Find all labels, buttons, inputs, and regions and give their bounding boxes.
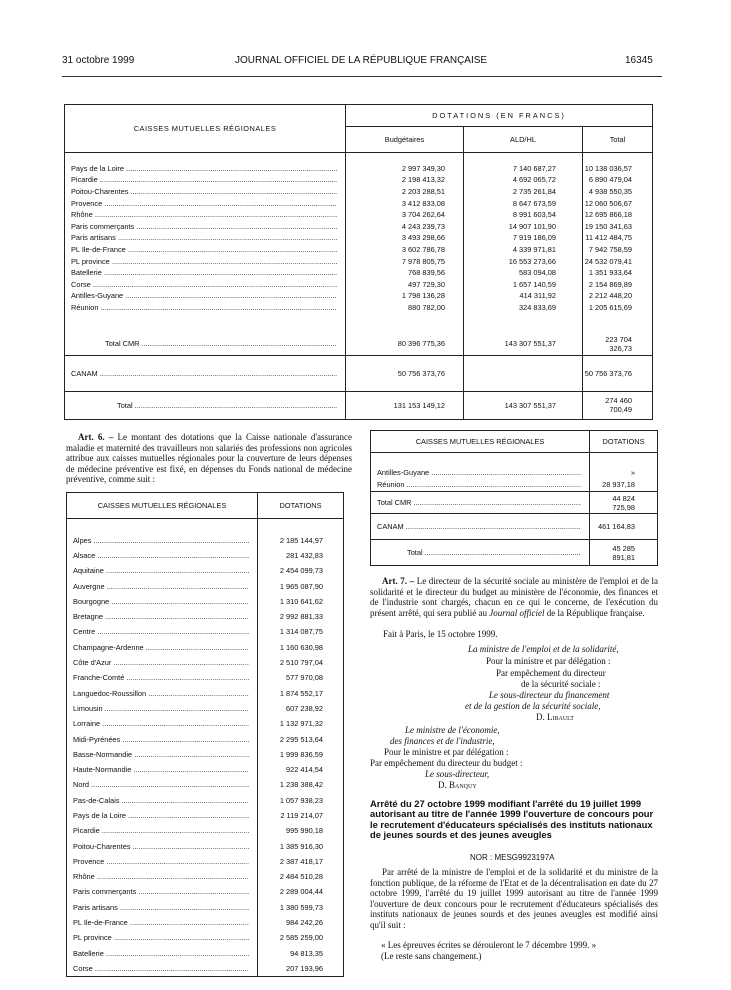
table2-label-text: Midi-Pyrénées ..... (73, 735, 249, 744)
header-date: 31 octobre 1999 (62, 55, 135, 66)
table2-row (67, 808, 344, 823)
table2-row (67, 777, 344, 792)
table1-ald: 143 307 551,37 (464, 391, 583, 419)
table2-label-text: Picardie ..... (73, 826, 249, 835)
table2-label (67, 854, 258, 869)
table1-col-label: CAISSES MUTUELLES RÉGIONALES (65, 105, 346, 153)
table2-label-text: Bretagne ..... (73, 612, 249, 621)
table3-label (371, 478, 590, 492)
table1-row (65, 220, 653, 232)
table1-label (65, 186, 346, 198)
table3-value: » (630, 467, 635, 477)
table3-row (371, 478, 658, 492)
table2-value: 922 414,54 (286, 765, 323, 775)
signature-minister2b: des finances et de l'industrie, (390, 736, 495, 746)
table2-value: 2 295 513,64 (279, 734, 323, 744)
table1-ald: 324 833,69 (464, 302, 583, 314)
table1-label (65, 333, 346, 355)
table1-budgetaires: 3 704 262,64 (346, 209, 464, 221)
table3-value: 461 164,83 (598, 522, 635, 531)
table1-budgetaires: 7 978 805,75 (346, 255, 464, 267)
table2-label (67, 563, 258, 578)
table2-label-text: PL Ile-de-France ..... (73, 918, 249, 927)
table2-label (67, 946, 258, 961)
table2-value: 207 193,96 (286, 963, 323, 973)
table2-row (67, 716, 344, 731)
table2-row (67, 869, 344, 884)
table3-label-text: Total ..... (407, 548, 581, 557)
table1-label-text: Corse ..... (71, 280, 337, 289)
table2-label-text: Lorraine ..... (73, 719, 249, 728)
table1-label-text: PL province ..... (71, 257, 337, 266)
table2-row (67, 548, 344, 563)
table1-label-text: PL Ile-de-France ..... (71, 245, 337, 254)
table2-value: 1 057 938,23 (279, 795, 323, 805)
table2-row (67, 731, 344, 746)
table1-label (65, 197, 346, 209)
table2-value: 2 185 144,97 (279, 535, 323, 545)
table3-col-caisses: CAISSES MUTUELLES RÉGIONALES (371, 431, 590, 453)
table2-label (67, 578, 258, 593)
table2-value: 281 432,83 (286, 550, 323, 560)
table2-row (67, 640, 344, 655)
table1-budgetaires: 2 997 349,30 (346, 163, 464, 175)
table2-label (67, 670, 258, 685)
signature-sous1a: Le sous-directeur du financement (489, 690, 610, 700)
table2-row (67, 609, 344, 624)
signature-name1: D. Libault (536, 712, 574, 722)
table2-value: 2 454 099,73 (279, 566, 323, 576)
table1-spacer (65, 153, 653, 163)
table2-spacer-cell (258, 519, 344, 533)
table2-value: 1 999 836,59 (279, 749, 323, 759)
table1-budgetaires: 3 493 298,66 (346, 232, 464, 244)
dotations-table-right (370, 430, 658, 566)
table2-label-text: Paris commerçants ..... (73, 887, 249, 896)
table2-label-text: Paris artisans ..... (73, 903, 249, 912)
table3-value: 28 937,18 (602, 479, 635, 489)
table1-label-text: Total ..... (117, 401, 337, 410)
article-7-journal: Journal officiel (489, 607, 545, 618)
table1-total: 1 351 933,64 (588, 268, 632, 278)
table1-label (65, 391, 346, 419)
table2-value: 2 484 510,28 (279, 872, 323, 882)
table1-total: 11 412 484,75 (585, 233, 632, 243)
table2-label-text: PL province ..... (73, 933, 249, 942)
table2-label (67, 930, 258, 945)
signature-minister1: La ministre de l'emploi et de la solidarité, (468, 644, 619, 654)
table1-total: 50 756 373,76 (584, 368, 632, 378)
table1-budgetaires: 80 396 775,36 (346, 333, 464, 355)
article-7-text: Le directeur de la sécurité sociale au ministère de l'emploi et de la solidarité et le directeur du budget au ministère de l'économie, des finances et de l'industrie sont chargés, chacun en ce qui le concerne, de l'exécution du présent arrêté, qui sera publié au (370, 576, 659, 618)
table1-spacer-cell (583, 313, 653, 333)
dotations-table-left (66, 492, 344, 977)
table1-ald: 8 647 673,59 (464, 197, 583, 209)
signature-sous1b: et de la gestion de la sécurité sociale, (465, 701, 601, 711)
table1-label (65, 290, 346, 302)
table1-label-text: Paris artisans ..... (71, 233, 337, 242)
article-6 (66, 432, 352, 485)
table1-label (65, 302, 346, 314)
table2-col-dotations: DOTATIONS (279, 501, 322, 510)
dotations-table-main (64, 104, 653, 420)
table1-label-text: Réunion ..... (71, 303, 337, 312)
article-7-text-end: de la République française. (546, 607, 645, 618)
table2-label (67, 900, 258, 915)
table2-label-text: Pays de la Loire ..... (73, 811, 249, 820)
table2-label-text: Languedoc-Roussillon ..... (73, 689, 249, 698)
table1-budgetaires: 2 203 288,51 (346, 186, 464, 198)
arrete-nor: NOR : MESG9923197A (470, 853, 555, 862)
table1-spacer-cell (65, 313, 346, 333)
table2-row (67, 900, 344, 915)
table2-label (67, 716, 258, 731)
table2-value: 1 160 630,98 (279, 642, 323, 652)
table1-spacer-cell (464, 313, 583, 333)
table1-label-text: Pays de la Loire ..... (71, 164, 337, 173)
table1-ald: 414 311,92 (464, 290, 583, 302)
table1-spacer-cell (65, 153, 346, 163)
table3-col-dotations: DOTATIONS (602, 437, 645, 446)
table2-label-text: Alpes ..... (73, 536, 249, 545)
table1-row (65, 278, 653, 290)
table2-label (67, 823, 258, 838)
table2-row (67, 685, 344, 700)
article-6-lead: Art. 6. – (78, 432, 114, 442)
table1-label (65, 278, 346, 290)
table1-label (65, 244, 346, 256)
table2-label (67, 685, 258, 700)
table2-spacer-cell (67, 519, 258, 533)
table2-label-text: Corse ..... (73, 964, 249, 973)
table2-row (67, 624, 344, 639)
signature-emp2: Par empêchement du directeur du budget : (370, 758, 523, 768)
table2-value: 1 965 087,90 (279, 581, 323, 591)
table3-value: 45 285 891,81 (612, 543, 635, 562)
table1-total: 2 212 448,20 (588, 291, 632, 301)
arrete-rest: (Le reste sans changement.) (381, 951, 482, 961)
table2-label (67, 808, 258, 823)
signature-pour1: Pour la ministre et par délégation : (486, 656, 611, 666)
table1-label-text: Batellerie ..... (71, 268, 337, 277)
table3-spacer-cell (371, 453, 590, 467)
table2-label (67, 655, 258, 670)
table1-row (65, 255, 653, 267)
table2-value: 2 510 797,04 (279, 658, 323, 668)
table2-label-text: Haute-Normandie ..... (73, 765, 249, 774)
table1-total: 7 942 758,59 (588, 244, 632, 254)
table2-label-text: Centre ..... (73, 627, 249, 636)
table2-label (67, 884, 258, 899)
table2-label (67, 961, 258, 976)
table2-label (67, 533, 258, 548)
table3-label-text: Réunion ..... (377, 480, 581, 489)
table2-label (67, 731, 258, 746)
table2-label (67, 915, 258, 930)
arrete-quote: « Les épreuves écrites se dérouleront le 7 décembre 1999. » (381, 940, 597, 950)
table1-label (65, 209, 346, 221)
table2-label (67, 640, 258, 655)
table2-row (67, 884, 344, 899)
table1-total: 12 060 506,67 (584, 198, 632, 208)
table2-row (67, 655, 344, 670)
header-journal-title: JOURNAL OFFICIEL DE LA RÉPUBLIQUE FRANÇAISE (235, 55, 488, 66)
table1-ald: 16 553 273,66 (464, 255, 583, 267)
table2-value: 94 813,35 (290, 948, 323, 958)
signature-minister2a: Le ministre de l'économie, (405, 725, 500, 735)
table1-label-text: Provence ..... (71, 199, 337, 208)
table1-total: 24 532 079,41 (584, 256, 632, 266)
table1-total: 6 890 479,04 (588, 175, 632, 185)
table1-label (65, 267, 346, 279)
table1-col-total: Total (609, 135, 626, 144)
table1-ald: 7 140 687,27 (464, 163, 583, 175)
table2-row (67, 915, 344, 930)
table2-value: 1 314 087,75 (279, 627, 323, 637)
table1-row (65, 232, 653, 244)
table1-label-text: CANAM ..... (71, 369, 337, 378)
table2-row (67, 747, 344, 762)
table1-spacer-cell (464, 153, 583, 163)
table1-row (65, 209, 653, 221)
table1-ald: 1 657 140,59 (464, 278, 583, 290)
table3-label (371, 540, 590, 566)
table2-value: 1 380 599,73 (279, 902, 323, 912)
table2-row (67, 930, 344, 945)
table1-label-text: Picardie ..... (71, 175, 337, 184)
table2-row (67, 533, 344, 548)
table2-col-caisses: CAISSES MUTUELLES RÉGIONALES (67, 493, 258, 519)
table3-row (371, 492, 658, 514)
table2-value: 2 119 214,07 (280, 810, 323, 820)
table1-row (65, 163, 653, 175)
table1-row (65, 355, 653, 391)
table3-row (371, 540, 658, 566)
table1-label (65, 220, 346, 232)
table1-total: 2 154 869,89 (588, 279, 632, 289)
table1-budgetaires: 3 602 786,78 (346, 244, 464, 256)
table1-row (65, 391, 653, 419)
table1-budgetaires: 4 243 239,73 (346, 220, 464, 232)
table1-row (65, 197, 653, 209)
table1-col-ald: ALD/HL (464, 127, 583, 153)
table2-label-text: Aquitaine ..... (73, 566, 249, 575)
table2-value: 2 289 004,44 (279, 887, 323, 897)
header-rule (62, 76, 662, 77)
arrete-text: Par arrêté de la ministre de l'emploi et de la solidarité et du ministre de la fonction publique, de la réforme de l'Etat et de la décentralisation en date du 27 octobre 1999, l'arrêté du 19 juillet 1999 autorisant au titre de l'année 1999 l'ouverture de deux concours pour le recrutement d'éducateurs spécialisés des instituts nationaux de jeunes sourds et des jeunes aveugles est modifié ainsi qu'il suit : (370, 867, 658, 930)
signature-sous2: Le sous-directeur, (425, 769, 490, 779)
table1-budgetaires: 768 839,56 (346, 267, 464, 279)
table2-row (67, 823, 344, 838)
table2-value: 607 238,92 (286, 703, 323, 713)
signature-fait: Fait à Paris, le 15 octobre 1999. (383, 629, 498, 639)
table1-ald: 143 307 551,37 (464, 333, 583, 355)
table2-value: 1 238 388,42 (279, 780, 323, 790)
table1-label-text: Antilles-Guyane ..... (71, 291, 337, 300)
table2-row (67, 961, 344, 976)
table1-ald: 4 692 065,72 (464, 174, 583, 186)
table2-row (67, 838, 344, 853)
header-page-number: 16345 (625, 55, 653, 66)
table1-row (65, 302, 653, 314)
table2-row (67, 670, 344, 685)
table1-budgetaires: 50 756 373,76 (346, 355, 464, 391)
table1-budgetaires: 880 782,00 (346, 302, 464, 314)
table2-value: 1 132 971,32 (279, 719, 323, 729)
table3-spacer (371, 453, 658, 467)
table2-value: 2 992 881,33 (279, 612, 323, 622)
table2-label-text: Nord ..... (73, 780, 249, 789)
table2-label (67, 777, 258, 792)
table1-ald (464, 355, 583, 391)
table1-label-text: Paris commerçants ..... (71, 222, 337, 231)
table2-label-text: Rhône ..... (73, 872, 249, 881)
arrete-title: Arrêté du 27 octobre 1999 modifiant l'arrêté du 19 juillet 1999 autorisant au titre de l'année 1999 l'ouverture de concours pour le recrutement d'éducateurs spécialisés des instituts nationaux de jeunes sourds et des jeunes aveugles (370, 798, 654, 841)
table1-ald: 8 991 603,54 (464, 209, 583, 221)
table1-ald: 14 907 101,90 (464, 220, 583, 232)
table2-row (67, 578, 344, 593)
signature-name2: D. Banquy (438, 780, 477, 790)
table2-value: 1 310 641,62 (279, 596, 323, 606)
table1-label (65, 163, 346, 175)
table1-label (65, 232, 346, 244)
table1-budgetaires: 131 153 149,12 (346, 391, 464, 419)
table2-label (67, 548, 258, 563)
table1-budgetaires: 497 729,30 (346, 278, 464, 290)
table1-budgetaires: 1 798 136,28 (346, 290, 464, 302)
table2-label-text: Pas-de-Calais ..... (73, 796, 249, 805)
table2-label (67, 594, 258, 609)
signature-emp1b: de la sécurité sociale : (521, 679, 601, 689)
table1-total: 223 704 326,73 (605, 334, 632, 353)
table2-label (67, 701, 258, 716)
table1-budgetaires: 2 198 413,32 (346, 174, 464, 186)
table3-spacer-cell (590, 453, 658, 467)
table3-label (371, 467, 590, 478)
article-7 (370, 576, 658, 618)
table1-total: 12 695 866,18 (584, 210, 632, 220)
table2-label-text: Basse-Normandie ..... (73, 750, 249, 759)
table2-label-text: Bourgogne ..... (73, 597, 249, 606)
table1-label (65, 174, 346, 186)
table2-label (67, 838, 258, 853)
table3-label-text: Antilles-Guyane ..... (377, 468, 581, 477)
table2-label (67, 793, 258, 808)
table3-label (371, 492, 590, 514)
table1-row (65, 244, 653, 256)
table3-label-text: CANAM ..... (377, 522, 581, 531)
table2-row (67, 793, 344, 808)
table2-label-text: Poitou-Charentes ..... (73, 842, 249, 851)
table1-total: 274 460 700,49 (605, 396, 632, 415)
table2-row (67, 594, 344, 609)
table1-ald: 2 735 261,84 (464, 186, 583, 198)
table1-spacer-cell (583, 153, 653, 163)
table1-row (65, 333, 653, 355)
table2-spacer (67, 519, 344, 533)
table2-label (67, 747, 258, 762)
article-6-text: Le montant des dotations que la Caisse nationale d'assurance maladie et maternité des travailleurs non salariés des professions non agricoles attribue aux caisses mutuelles régionales pour la couverture de leurs dépenses de médecine préventive est fixé, en dépenses du Fonds national de médecine préventive, comme suit : (66, 432, 352, 485)
table3-value: 44 824 725,98 (612, 493, 635, 512)
table2-row (67, 701, 344, 716)
table2-row (67, 946, 344, 961)
table1-ald: 7 919 186,09 (464, 232, 583, 244)
table1-spacer (65, 313, 653, 333)
table2-row (67, 762, 344, 777)
table1-label-text: Poitou-Charentes ..... (71, 187, 337, 196)
table2-value: 2 585 259,00 (279, 933, 323, 943)
table1-ald: 583 094,08 (464, 267, 583, 279)
table2-row (67, 854, 344, 869)
table1-row (65, 174, 653, 186)
table2-label (67, 609, 258, 624)
table3-label-text: Total CMR ..... (377, 498, 581, 507)
table1-spacer-cell (346, 313, 464, 333)
article-7-lead: Art. 7. – (382, 576, 415, 586)
table1-group-header: DOTATIONS (EN FRANCS) (346, 105, 653, 127)
table3-row (371, 467, 658, 478)
table1-label-text: Rhône ..... (71, 210, 337, 219)
table2-value: 2 387 418,17 (279, 856, 323, 866)
table1-row (65, 267, 653, 279)
table2-label-text: Côte d'Azur ..... (73, 658, 249, 667)
table1-total: 10 138 036,57 (584, 163, 632, 173)
table2-value: 984 242,26 (286, 918, 323, 928)
table2-label-text: Champagne-Ardenne ..... (73, 643, 249, 652)
table1-budgetaires: 3 412 833,08 (346, 197, 464, 209)
table1-ald: 4 339 971,81 (464, 244, 583, 256)
table2-value: 577 970,08 (286, 673, 323, 683)
table2-label-text: Limousin ..... (73, 704, 249, 713)
table2-label-text: Auvergne ..... (73, 582, 249, 591)
table2-label (67, 624, 258, 639)
table2-label (67, 869, 258, 884)
table1-row (65, 290, 653, 302)
table2-label-text: Batellerie ..... (73, 949, 249, 958)
table2-row (67, 563, 344, 578)
table1-label (65, 255, 346, 267)
table3-row (371, 514, 658, 540)
table2-value: 1 874 552,17 (279, 688, 323, 698)
table2-label (67, 762, 258, 777)
table1-col-budgetaires: Budgétaires (346, 127, 464, 153)
table2-label-text: Franche-Comté ..... (73, 673, 249, 682)
table1-total: 4 938 550,35 (588, 186, 632, 196)
table1-total: 19 150 341,63 (584, 221, 632, 231)
signature-emp1: Par empêchement du directeur (496, 668, 606, 678)
table2-label-text: Provence ..... (73, 857, 249, 866)
table2-value: 995 990,18 (286, 826, 323, 836)
table1-spacer-cell (346, 153, 464, 163)
signature-pour2: Pour le ministre et par délégation : (384, 747, 509, 757)
table1-label (65, 355, 346, 391)
table1-label-text: Total CMR ..... (105, 339, 337, 348)
table2-value: 1 385 916,30 (279, 841, 323, 851)
table1-total: 1 205 615,69 (588, 302, 632, 312)
table1-row (65, 186, 653, 198)
table3-label (371, 514, 590, 540)
table2-label-text: Alsace ..... (73, 551, 249, 560)
